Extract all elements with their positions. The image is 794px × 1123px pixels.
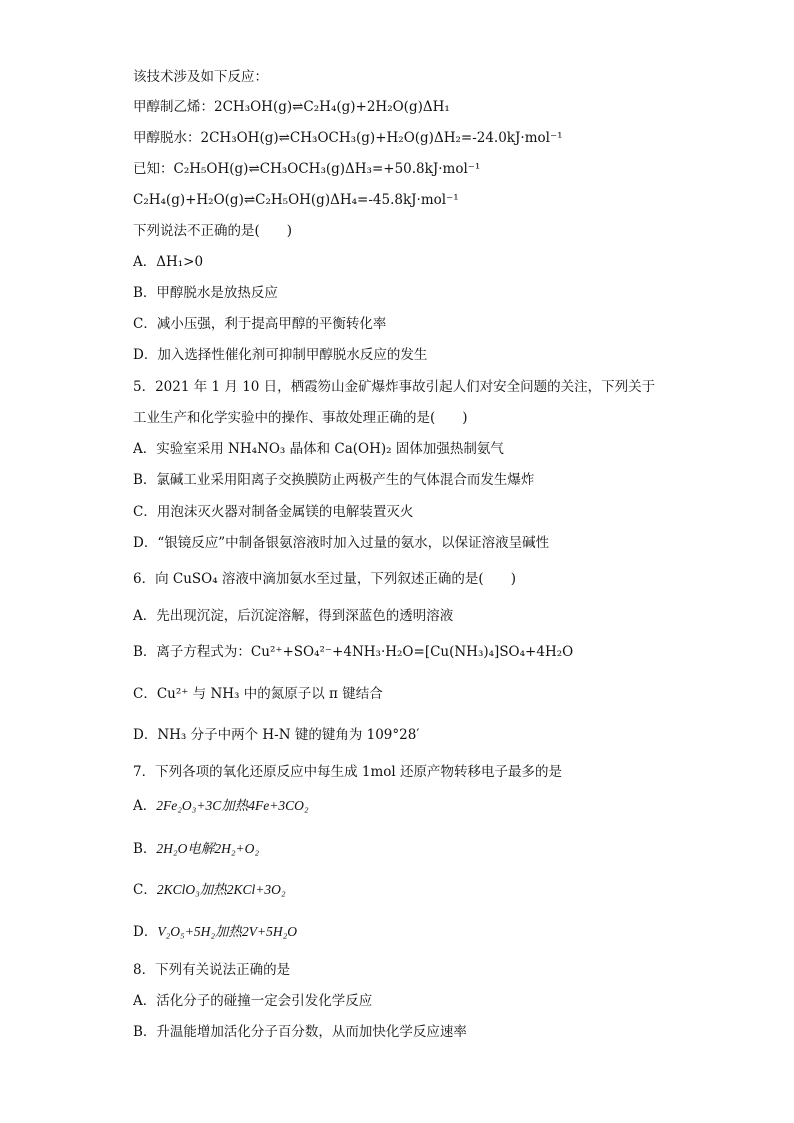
- reaction-1: [133, 98, 450, 116]
- q8-option-b: B．升温能增加活化分子百分数，从而加快化学反应速率: [133, 1024, 467, 1040]
- q6-option-b: [133, 643, 573, 661]
- q7-option-d-label: D．: [133, 924, 158, 940]
- q4-option-c: C．减小压强，利于提高甲醇的平衡转化率: [133, 316, 387, 332]
- q7-option-a: [133, 797, 309, 815]
- q7-option-a-equation: 2Fe₂O₃+3C加热4Fe+3CO₂: [156, 798, 309, 813]
- reaction-4: C₂H₄(g)+H₂O(g)⇌C₂H₅OH(g)ΔH₄=-45.8kJ·mol⁻¹: [133, 192, 459, 208]
- q7-option-b-label: B．: [133, 841, 157, 857]
- q7-option-b: [133, 840, 259, 858]
- q4-option-a: A．ΔH₁>0: [133, 254, 204, 270]
- q7-option-c: [133, 881, 286, 899]
- reaction-2-label: 甲醇脱水：: [133, 130, 201, 146]
- reaction-2-equation: 2CH₃OH(g)⇌CH₃OCH₃(g)+H₂O(g)ΔH₂=-24.0kJ·mol⁻¹: [200, 130, 563, 146]
- reaction-3-label: 已知：: [133, 161, 174, 177]
- reaction-2: [133, 129, 562, 147]
- q6-stem: 6．向 CuSO₄ 溶液中滴加氨水至过量，下列叙述正确的是( ): [133, 571, 516, 587]
- q5-stem-line2: 工业生产和化学实验中的操作、事故处理正确的是( ): [133, 410, 468, 426]
- q6-option-b-label: B．离子方程式为：: [133, 644, 251, 660]
- q4-option-b: B．甲醇脱水是放热反应: [133, 285, 278, 301]
- q4-stem: 下列说法不正确的是( ): [133, 223, 293, 239]
- q5-option-a: A．实验室采用 NH₄NO₃ 晶体和 Ca(OH)₂ 固体加强热制氨气: [133, 441, 504, 457]
- q6-option-c: C．Cu²⁺ 与 NH₃ 中的氮原子以 π 键结合: [133, 686, 383, 702]
- q5-option-d: D．“银镜反应”中制备银氨溶液时加入过量的氨水，以保证溶液呈碱性: [133, 535, 550, 551]
- q7-option-b-equation: 2H₂O电解2H₂+O₂: [156, 841, 260, 856]
- q8-stem: 8．下列有关说法正确的是: [133, 962, 291, 978]
- q6-option-a: A．先出现沉淀，后沉淀溶解，得到深蓝色的透明溶液: [133, 608, 454, 624]
- q6-option-d: D．NH₃ 分子中两个 H-N 键的键角为 109°28′: [133, 727, 420, 743]
- reaction-1-equation: 2CH₃OH(g)⇌C₂H₄(g)+2H₂O(g)ΔH₁: [214, 99, 450, 115]
- q7-option-d: [133, 923, 297, 941]
- q7-option-c-equation: 2KClO₃加热2KCl+3O₂: [156, 882, 286, 897]
- q4-option-d: D．加入选择性催化剂可抑制甲醇脱水反应的发生: [133, 347, 428, 363]
- q7-option-c-label: C．: [133, 882, 157, 898]
- q7-stem: 7．下列各项的氧化还原反应中每生成 1mol 还原产物转移电子最多的是: [133, 764, 563, 780]
- q8-option-a: A．活化分子的碰撞一定会引发化学反应: [133, 993, 373, 1009]
- q5-option-c: C．用泡沫灭火器对制备金属镁的电解装置灭火: [133, 504, 414, 520]
- reaction-3: [133, 160, 480, 178]
- reaction-1-label: 甲醇制乙烯：: [133, 99, 214, 115]
- q5-option-b: B．氯碱工业采用阳离子交换膜防止两极产生的气体混合而发生爆炸: [133, 472, 535, 488]
- q7-option-a-label: A．: [133, 798, 157, 814]
- q6-option-b-equation: Cu²⁺+SO₄²⁻+4NH₃·H₂O=[Cu(NH₃)₄]SO₄+4H₂O: [250, 644, 574, 660]
- q7-option-d-equation: V₂O₅+5H₂加热2V+5H₂O: [157, 924, 298, 939]
- q5-stem-line1: 5．2021 年 1 月 10 日，栖霞笏山金矿爆炸事故引起人们对安全问题的关注，下列关于: [133, 379, 656, 395]
- intro-text: 该技术涉及如下反应：: [133, 69, 268, 85]
- reaction-3-equation: C₂H₅OH(g)⇌CH₃OCH₃(g)ΔH₃=+50.8kJ·mol⁻¹: [173, 161, 481, 177]
